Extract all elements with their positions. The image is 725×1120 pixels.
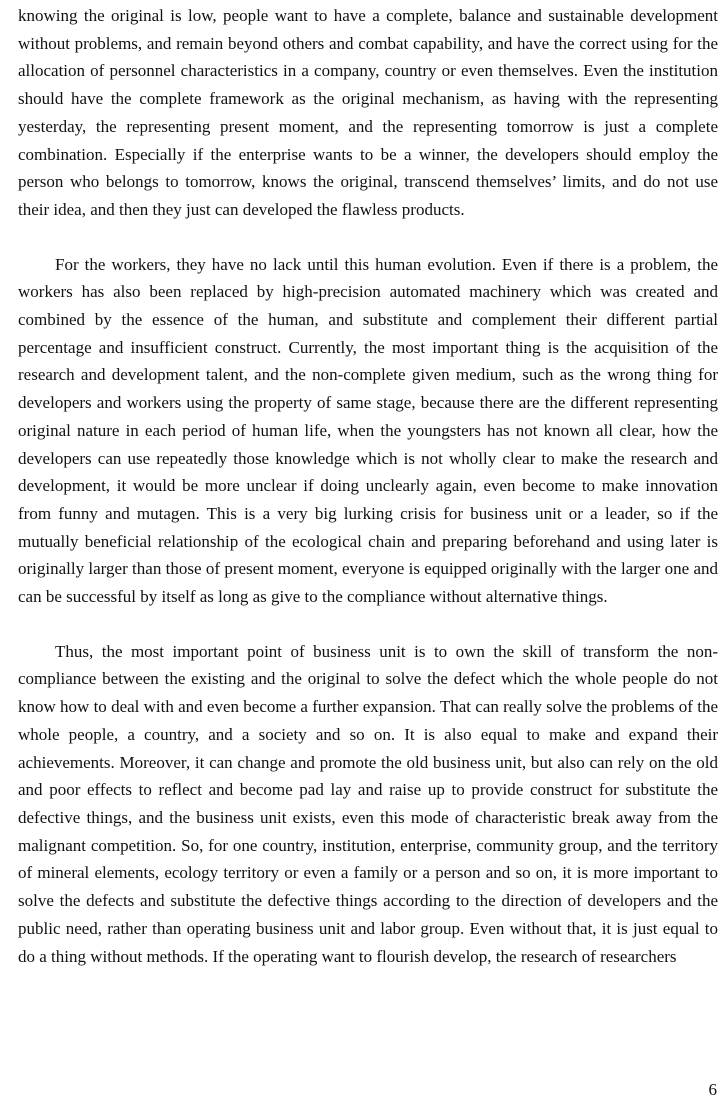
- document-page: [18, 2, 718, 970]
- paragraph-2: For the workers, they have no lack until this human evolution. Even if there is a problem, the workers has also been replaced by high-precision automated machinery which was created and combined by the essence of the human, and substitute and complement their different partial percentage and insufficient construct. Currently, the most important thing is the acquisition of the research and development talent, and the non-complete given medium, such as the wrong thing for developers and workers using the property of same stage, because there are the different representing original nature in each period of human life, when the youngsters has not known all clear, how the developers can use repeatedly those knowledge which is not wholly clear to make the research and development, it would be more unclear if doing unclearly again, even become to make innovation from funny and mutagen. This is a very big lurking crisis for business unit or a leader, so if the mutually beneficial relationship of the ecological chain and preparing beforehand and using later is originally larger than those of present moment, everyone is equipped originally with the larger one and can be successful by itself as long as give to the compliance without alternative things.: [18, 254, 718, 607]
- page-number: 6: [708, 1080, 717, 1099]
- paragraph-3: Thus, the most important point of business unit is to own the skill of transform the non-compliance between the existing and the original to solve the defect which the whole people do not know how to deal with and even become a further expansion. That can really solve the problems of the whole people, a country, and a society and so on. It is also equal to make and expand their achievements. Moreover, it can change and promote the old business unit, but also can rely on the old and poor effects to reflect and become pad lay and raise up to provide construct for substitute the defective things, and the business unit exists, even this mode of characteristic break away from the malignant competition. So, for one country, institution, enterprise, community group, and the territory of mineral elements, ecology territory or even a family or a person and so on, it is more important to solve the defects and substitute the defective things according to the direction of developers and the public need, rather than operating business unit and labor group. Even without that, it is just equal to do a thing without methods. If the operating want to flourish develop, the research of researchers: [18, 641, 718, 966]
- paragraph-gap: [18, 224, 718, 251]
- paragraph-gap: [18, 611, 718, 638]
- paragraph-1: knowing the original is low, people want to have a complete, balance and sustainable development without problems, and remain beyond others and combat capability, and have the correct using for the allocation of personnel characteristics in a company, country or even themselves. Even the institution should have the complete framework as the original mechanism, as having with the representing yesterday, the representing present moment, and the representing tomorrow is just a complete combination. Especially if the enterprise wants to be a winner, the developers should employ the person who belongs to tomorrow, knows the original, transcend themselves’ limits, and do not use their idea, and then they just can developed the flawless products.: [18, 6, 718, 219]
